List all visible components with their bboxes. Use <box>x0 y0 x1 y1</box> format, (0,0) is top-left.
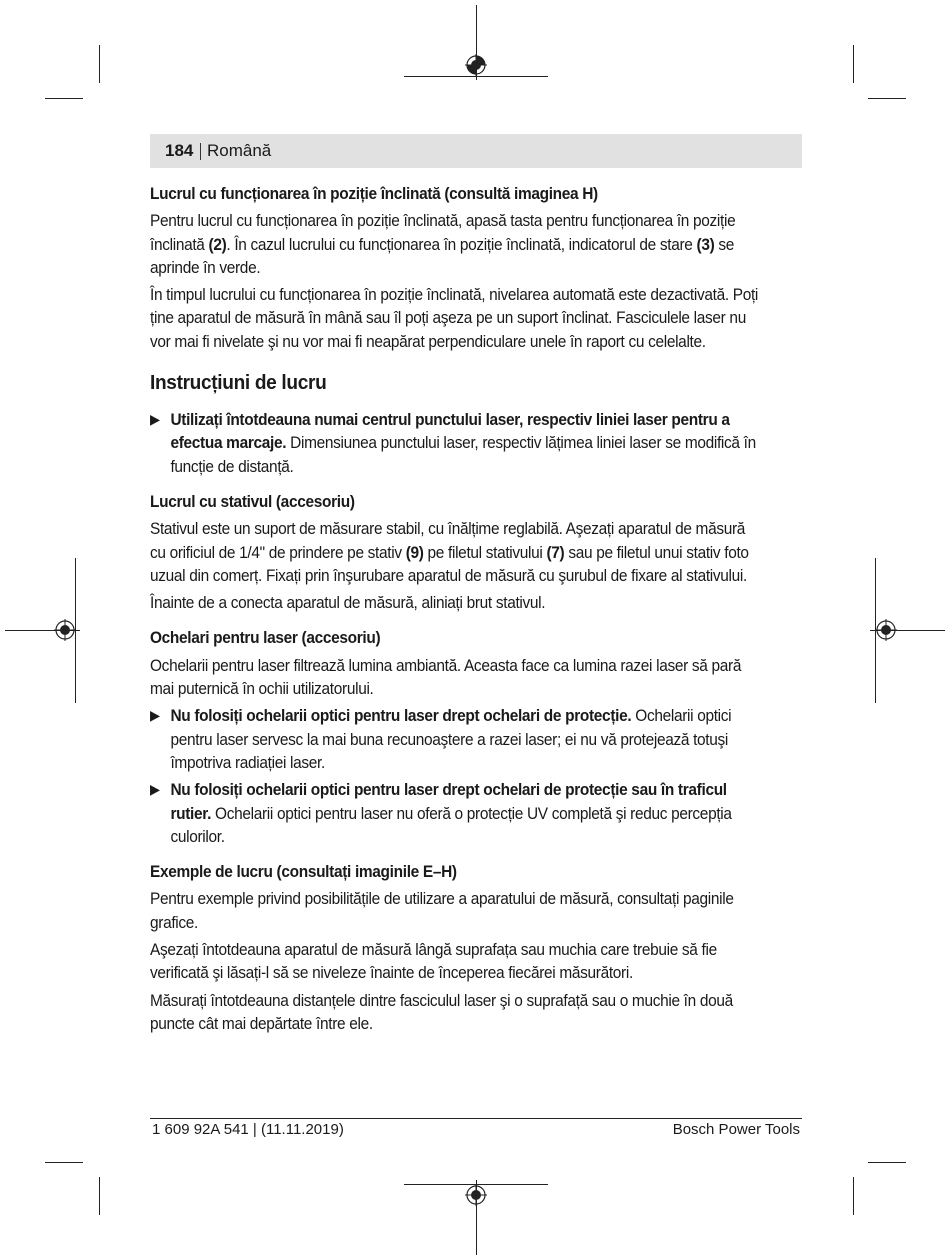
paragraph: Pentru exemple privind posibilitățile de utilizare a aparatului de măsură, consultați paginile grafice. <box>150 889 734 932</box>
registration-mark-icon <box>465 54 487 76</box>
paragraph: Înainte de a conecta aparatul de măsură, aliniați brut stativul. <box>150 593 546 613</box>
paragraph: Aşezați întotdeauna aparatul de măsură lângă suprafața sau muchia care trebuie să fie verificată şi lăsați-l să se niveleze înainte de începerea fiecărei măsurători. <box>150 940 717 983</box>
section-title: Ochelari pentru laser (accesoriu) <box>150 628 381 648</box>
bullet-arrow-icon: ▶ <box>150 411 160 428</box>
registration-mark-icon <box>465 1184 487 1206</box>
page-content <box>150 182 759 1039</box>
crop-mark <box>45 98 83 99</box>
paragraph: În timpul lucrului cu funcționarea în poziție înclinată, nivelarea automată este dezactivată. Poți ține aparatul de măsură în mână sau îl poți aşeza pe un suport înclinat. Fasciculele laser nu vor mai fi nivelate şi nu vor mai fi neapărat perpendiculare unele în raport cu celelalte. <box>150 285 759 351</box>
paragraph: Măsurați întotdeauna distanțele dintre fasciculul laser şi o suprafață sau o muchie în două puncte cât mai depărtate între ele. <box>150 990 733 1033</box>
crop-mark <box>99 45 100 83</box>
header-separator <box>200 143 201 160</box>
section-title: Lucrul cu stativul (accesoriu) <box>150 491 355 511</box>
bullet-arrow-icon: ▶ <box>150 707 160 724</box>
footer-brand: Bosch Power Tools <box>672 1121 800 1138</box>
page-number: 184 <box>165 141 194 160</box>
paragraph: Stativul este un suport de măsurare stabil, cu înălțime reglabilă. Aşezați aparatul de măsură cu orificiul de 1/4" de prindere pe stativ (9) pe filetul stativului (7) sau pe filetul unui stativ foto uzual din comerț. Fixați prin înşurubare aparatul de măsură cu şurubul de fixare al stativului. <box>150 519 749 585</box>
registration-mark-icon <box>875 619 897 641</box>
section-title: Exemple de lucru (consultați imaginile E–H) <box>150 862 457 882</box>
page-language: Română <box>207 141 272 160</box>
section-title: Lucrul cu funcționarea în poziție înclinată (consultă imaginea H) <box>150 184 598 203</box>
footer-document-id: 1 609 92A 541 | (11.11.2019) <box>152 1121 344 1138</box>
crop-mark <box>45 1162 83 1163</box>
crop-mark <box>853 45 854 83</box>
footer-rule <box>150 1118 802 1119</box>
crop-mark <box>868 1162 906 1163</box>
warning-bullet: ▶ Nu folosiți ochelarii optici pentru laser drept ochelari de protecție sau în traficul rutier. Ochelarii optici pentru laser nu oferă o protecție UV completă şi reduc percepția culorilor. <box>150 780 732 846</box>
registration-mark-icon <box>54 619 76 641</box>
warning-bullet: ▶ Nu folosiți ochelarii optici pentru laser drept ochelari de protecție. Ochelarii optici pentru laser servesc la mai buna recunoaştere a razei laser; ei nu vă protejează totuşi împotriva radiației laser. <box>150 706 732 772</box>
crop-mark <box>853 1177 854 1215</box>
crop-mark <box>99 1177 100 1215</box>
section-heading: Instrucțiuni de lucru <box>150 371 327 395</box>
warning-bullet: ▶ Utilizați întotdeauna numai centrul punctului laser, respectiv liniei laser pentru a efectua marcaje. Dimensiunea punctului laser, respectiv lățimea liniei laser se modifică în funcție de distanță. <box>150 410 756 476</box>
crop-mark <box>404 76 548 77</box>
crop-mark <box>868 98 906 99</box>
paragraph: Ochelarii pentru laser filtrează lumina ambiantă. Aceasta face ca lumina razei laser să pară mai puternică în ochii utilizatorului. <box>150 655 742 699</box>
paragraph: Pentru lucrul cu funcționarea în poziție înclinată, apasă tasta pentru funcționarea în poziție înclinată (2). În cazul lucrului cu funcționarea în poziție înclinată, indicatorul de stare (3) se aprinde în verde. <box>150 211 736 277</box>
bullet-arrow-icon: ▶ <box>150 781 160 798</box>
